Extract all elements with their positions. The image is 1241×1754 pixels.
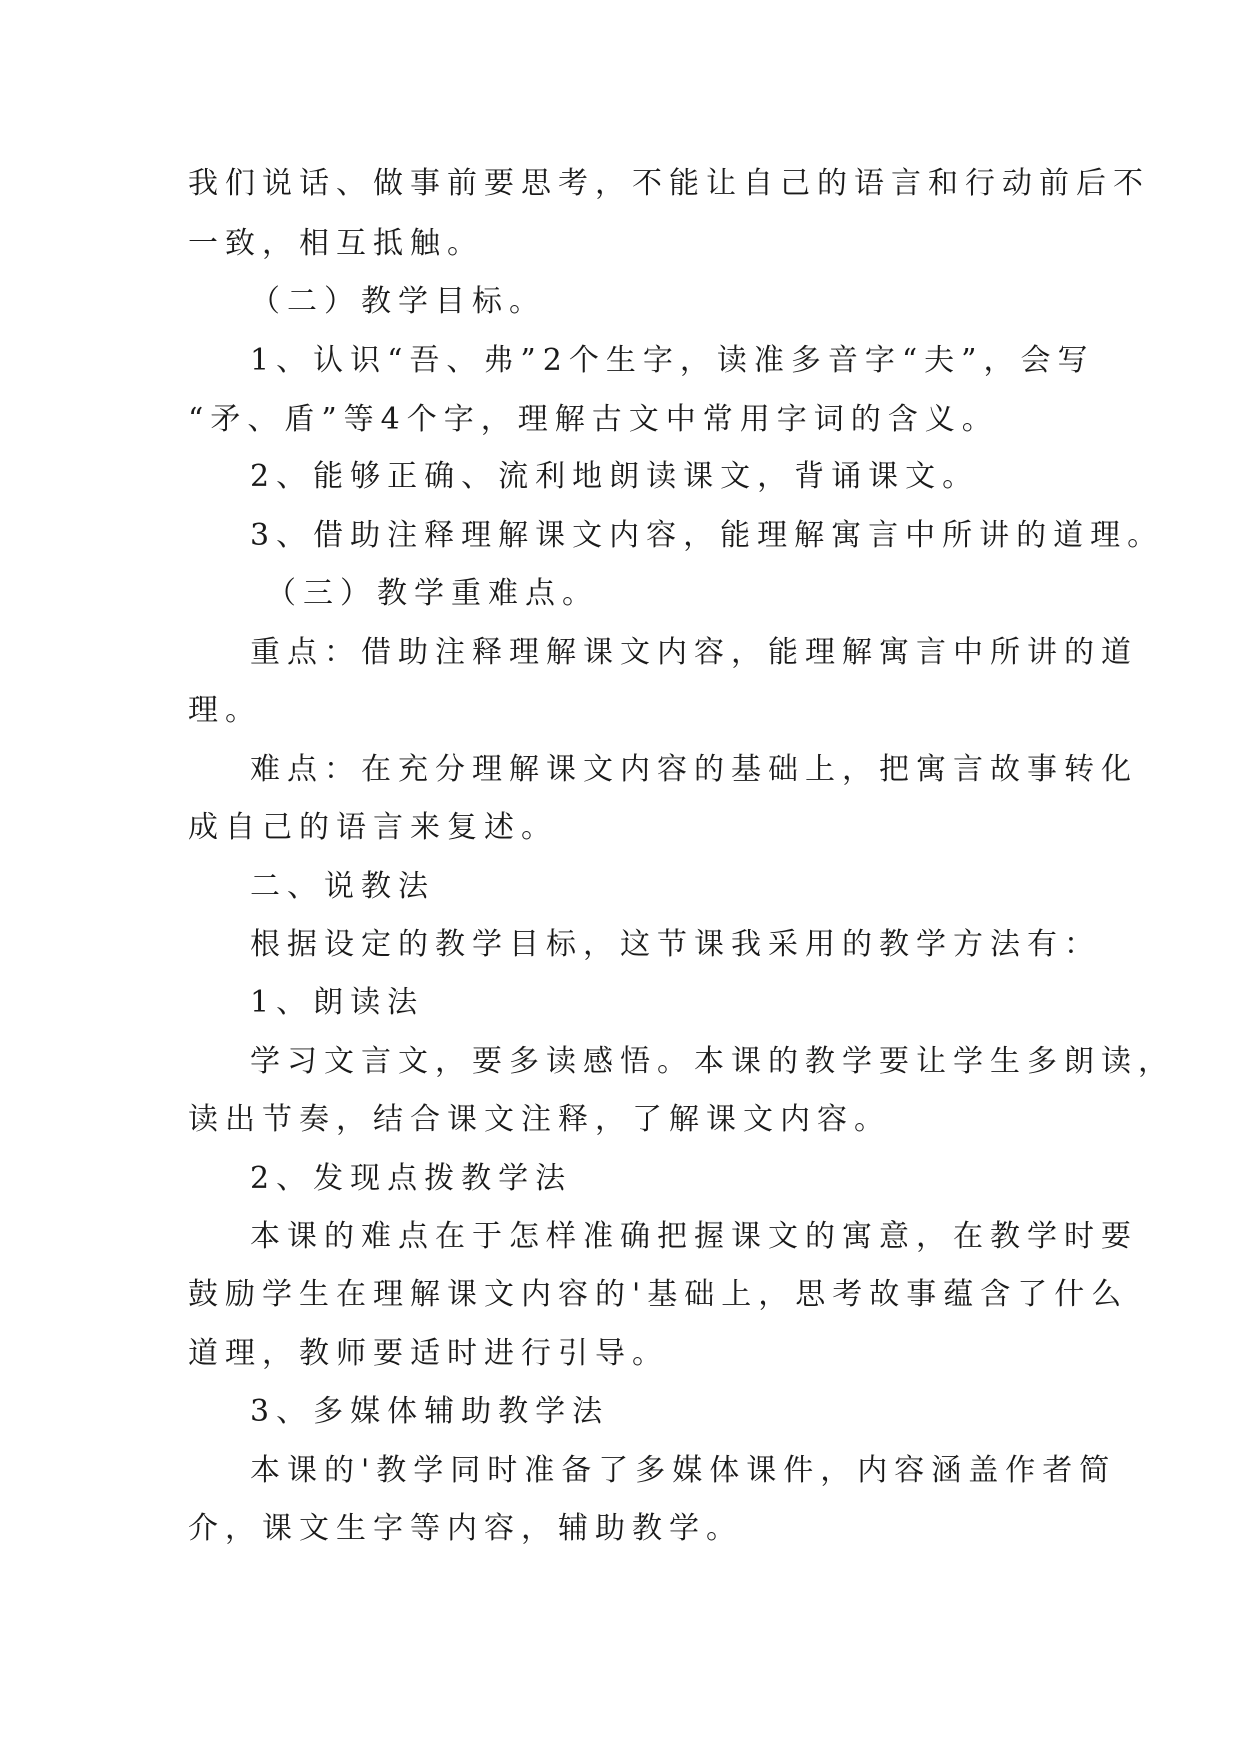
text-line: 我们说话、做事前要思考，不能让自己的语言和行动前后不 [188,166,1150,201]
text-line: 重点：借助注释理解课文内容，能理解寓言中所讲的道 [250,635,1138,670]
text-line: 学习文言文，要多读感悟。本课的教学要让学生多朗读， [250,1044,1175,1079]
text-line: 难点：在充分理解课文内容的基础上，把寓言故事转化 [250,752,1138,787]
text-line: 3、借助注释理解课文内容，能理解寓言中所讲的道理。 [250,518,1165,553]
text-line: 介，课文生字等内容，辅助教学。 [188,1511,743,1546]
method-heading-reading: 1、朗读法 [250,985,425,1020]
section-heading-teaching-goals: （二）教学目标。 [250,284,546,319]
text-line: 本课的难点在于怎样准确把握课文的寓意，在教学时要 [250,1219,1138,1254]
text-line: 鼓励学生在理解课文内容的'基础上，思考故事蕴含了什么 [188,1277,1129,1312]
text-line: “矛、盾”等4个字，理解古文中常用字词的含义。 [188,402,999,437]
section-heading-key-difficulties: （三）教学重难点。 [266,576,599,611]
text-line: 根据设定的教学目标，这节课我采用的教学方法有： [250,927,1101,962]
text-line: 一致，相互抵触。 [188,226,484,261]
text-line: 读出节奏，结合课文注释，了解课文内容。 [188,1102,891,1137]
method-heading-multimedia: 3、多媒体辅助教学法 [250,1394,610,1429]
text-line: 成自己的语言来复述。 [188,810,558,845]
text-line: 道理，教师要适时进行引导。 [188,1336,669,1371]
text-line: 本课的'教学同时准备了多媒体课件，内容涵盖作者简 [250,1453,1117,1488]
text-line: 理。 [188,693,262,728]
text-line: 2、能够正确、流利地朗读课文，背诵课文。 [250,459,980,494]
section-heading-teaching-methods: 二、说教法 [250,869,435,904]
text-line: 1、认识“吾、弗”2个生字，读准多音字“夫”，会写 [250,343,1095,378]
method-heading-discovery: 2、发现点拨教学法 [250,1161,573,1196]
